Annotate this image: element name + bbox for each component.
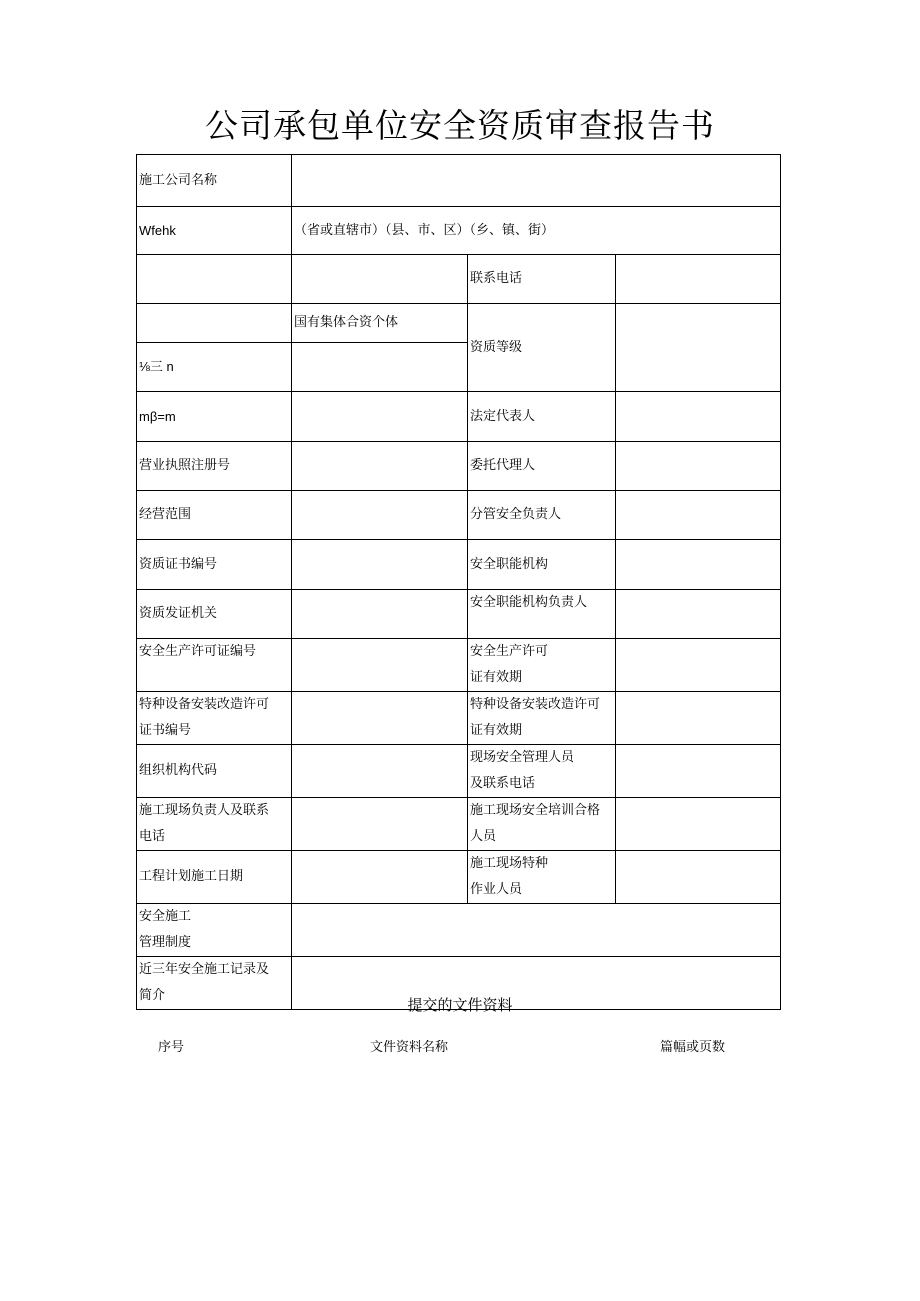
blank-label-cell xyxy=(137,304,292,343)
cert-no-label: 资质证书编号 xyxy=(137,540,292,590)
special-workers-line2: 作业人员 xyxy=(470,882,523,897)
license-no-field[interactable] xyxy=(292,442,468,491)
license-no-label: 营业执照注册号 xyxy=(137,442,292,491)
col-name-header: 文件资料名称 xyxy=(370,1040,449,1055)
contact-phone-field[interactable] xyxy=(616,255,781,304)
equip-permit-valid-field[interactable] xyxy=(616,692,781,745)
mgmt-system-line1: 安全施工 xyxy=(139,909,192,924)
trained-staff-label xyxy=(468,798,616,851)
equip-permit-no-line1: 特种设备安装改造许可 xyxy=(139,697,270,712)
business-scope-field[interactable] xyxy=(292,491,468,540)
issuer-field[interactable] xyxy=(292,590,468,639)
legal-rep-label: 法定代表人 xyxy=(468,392,616,442)
col-seq-header: 序号 xyxy=(158,1040,185,1055)
equip-permit-valid-line2: 证有效期 xyxy=(470,723,523,738)
trained-staff-field[interactable] xyxy=(616,798,781,851)
mgmt-system-label xyxy=(137,904,292,957)
special-workers-line1: 施工现场特种 xyxy=(470,856,549,871)
blank-field[interactable] xyxy=(292,255,468,304)
site-head-label xyxy=(137,798,292,851)
issuer-label: 资质发证机关 xyxy=(137,590,292,639)
company-name-field[interactable] xyxy=(292,155,781,207)
trained-staff-line2: 人员 xyxy=(470,829,497,844)
qualification-level-label: 资质等级 xyxy=(468,304,616,392)
prod-permit-valid-field[interactable] xyxy=(616,639,781,692)
prod-permit-no-field[interactable] xyxy=(292,639,468,692)
org-code-field[interactable] xyxy=(292,745,468,798)
safety-org-head-field[interactable] xyxy=(616,590,781,639)
cert-no-field[interactable] xyxy=(292,540,468,590)
documents-heading: 提交的文件资料 xyxy=(407,996,513,1014)
safety-manager-label: 分管安全负责人 xyxy=(468,491,616,540)
safety-manager-field[interactable] xyxy=(616,491,781,540)
prod-permit-no-label: 安全生产许可证编号 xyxy=(137,639,292,692)
equip-permit-no-line2: 证书编号 xyxy=(139,723,192,738)
col-pages-header: 篇幅或页数 xyxy=(660,1040,726,1055)
org-code-label: 组织机构代码 xyxy=(137,745,292,798)
address-label: Wfehk xyxy=(137,207,292,255)
contact-phone-label: 联系电话 xyxy=(468,255,616,304)
site-safety-staff-line1: 现场安全管理人员 xyxy=(470,750,575,765)
address-field[interactable]: （省或直辖市）（县、市、区）（乡、镇、街） xyxy=(292,207,781,255)
page-title: 公司承包单位安全资质审查报告书 xyxy=(205,106,715,145)
blank-label-cell xyxy=(137,255,292,304)
ownership-options[interactable]: 国有集体合资个体 xyxy=(292,304,468,343)
prod-permit-valid-line2: 证有效期 xyxy=(470,670,523,685)
agent-field[interactable] xyxy=(616,442,781,491)
site-head-line1: 施工现场负责人及联系 xyxy=(139,803,270,818)
garbled-label-1: ⅛三 n xyxy=(137,343,292,392)
equip-permit-valid-label xyxy=(468,692,616,745)
prod-permit-valid-label xyxy=(468,639,616,692)
equip-permit-no-field[interactable] xyxy=(292,692,468,745)
qualification-form xyxy=(136,154,781,1010)
mgmt-system-field[interactable] xyxy=(292,904,781,957)
safety-org-head-label: 安全职能机构负责人 xyxy=(468,590,616,639)
record-line2: 简介 xyxy=(139,988,166,1003)
garbled-label-2: mβ=m xyxy=(137,392,292,442)
prod-permit-valid-line1: 安全生产许可 xyxy=(470,644,549,659)
trained-staff-line1: 施工现场安全培训合格 xyxy=(470,803,601,818)
safety-org-label: 安全职能机构 xyxy=(468,540,616,590)
qualification-level-field[interactable] xyxy=(616,304,781,392)
garbled-field-1[interactable] xyxy=(292,343,468,392)
agent-label: 委托代理人 xyxy=(468,442,616,491)
garbled-field-2[interactable] xyxy=(292,392,468,442)
site-safety-staff-field[interactable] xyxy=(616,745,781,798)
record-line1: 近三年安全施工记录及 xyxy=(139,962,270,977)
company-name-label: 施工公司名称 xyxy=(137,155,292,207)
plan-date-label: 工程计划施工日期 xyxy=(137,851,292,904)
special-workers-field[interactable] xyxy=(616,851,781,904)
business-scope-label: 经营范围 xyxy=(137,491,292,540)
site-head-line2: 电话 xyxy=(139,829,166,844)
special-workers-label xyxy=(468,851,616,904)
legal-rep-field[interactable] xyxy=(616,392,781,442)
plan-date-field[interactable] xyxy=(292,851,468,904)
mgmt-system-line2: 管理制度 xyxy=(139,935,192,950)
site-safety-staff-label xyxy=(468,745,616,798)
site-safety-staff-line2: 及联系电话 xyxy=(470,776,536,791)
equip-permit-no-label xyxy=(137,692,292,745)
site-head-field[interactable] xyxy=(292,798,468,851)
safety-org-field[interactable] xyxy=(616,540,781,590)
equip-permit-valid-line1: 特种设备安装改造许可 xyxy=(470,697,601,712)
